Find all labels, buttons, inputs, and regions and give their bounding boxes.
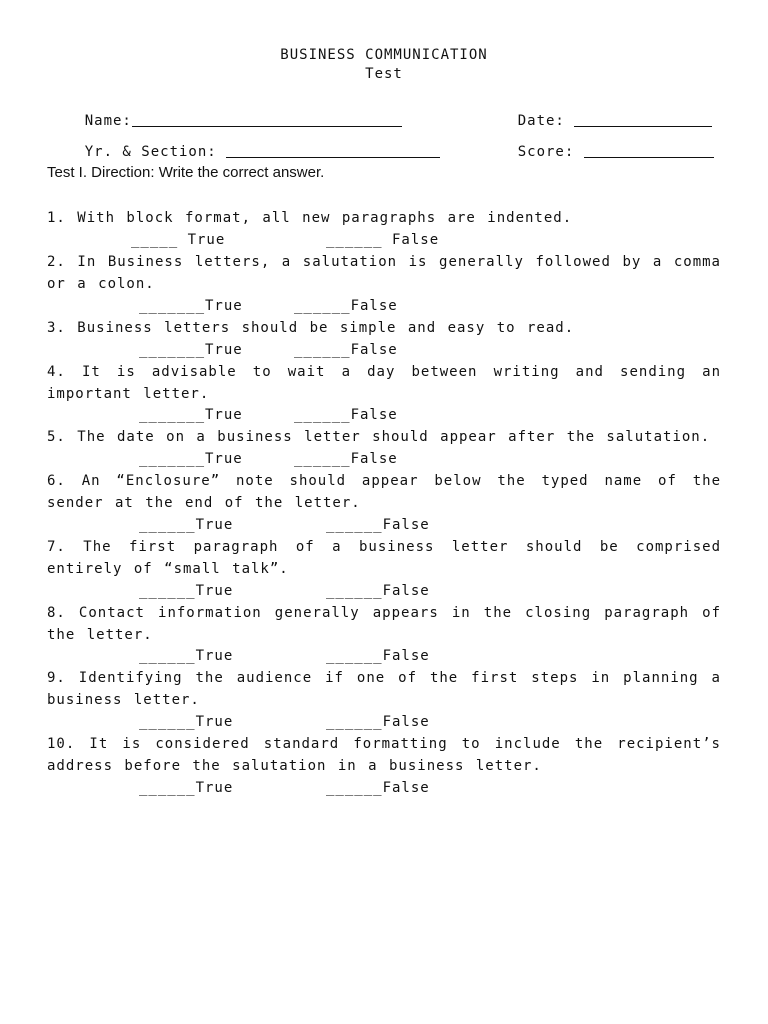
question-6-false[interactable]: ______False [326,517,430,533]
question-4: 4. It is advisable to wait a day between writing and sending an important letter. [47,364,721,402]
question-3: 3. Business letters should be simple and easy to read. [47,320,575,336]
question-5: 5. The date on a business letter should appear after the salutation. [47,429,711,445]
question-7-false[interactable]: ______False [326,583,430,599]
document-title: BUSINESS COMMUNICATION [280,47,488,63]
section-label: Yr. & Section: [84,144,217,160]
question-2: 2. In Business letters, a salutation is generally followed by a comma or a colon. [47,254,721,292]
question-7: 7. The first paragraph of a business letter should be comprised entirely of “small talk”. [47,539,721,577]
section-blank[interactable] [226,143,440,158]
question-7-true[interactable]: ______True [139,583,234,599]
question-3-false[interactable]: ______False [294,342,398,358]
question-6-true[interactable]: ______True [139,517,234,533]
question-9-true[interactable]: ______True [139,714,234,730]
question-5-false[interactable]: ______False [294,451,398,467]
score-field [480,125,714,179]
question-9: 9. Identifying the audience if one of the first steps in planning a business letter. [47,670,721,708]
question-1: 1. With block format, all new paragraphs are indented. [47,210,573,226]
question-4-true[interactable]: _______True [139,407,243,423]
question-3-true[interactable]: _______True [139,342,243,358]
question-8-false[interactable]: ______False [326,648,430,664]
question-1-false[interactable]: ______ False [326,232,440,248]
question-5-true[interactable]: _______True [139,451,243,467]
date-label: Date: [517,113,565,129]
name-label: Name: [84,113,132,129]
document-subtitle: Test [365,66,403,82]
question-10: 10. It is considered standard formatting to include the recipient’s address before the salutation in a business letter. [47,736,721,774]
question-4-false[interactable]: ______False [294,407,398,423]
question-8-true[interactable]: ______True [139,648,234,664]
score-blank[interactable] [584,143,714,158]
question-2-false[interactable]: ______False [294,298,398,314]
test-direction: Test I. Direction: Write the correct answer. [47,164,325,181]
question-1-true[interactable]: _____ True [131,232,226,248]
question-6: 6. An “Enclosure” note should appear below the typed name of the sender at the end of the letter. [47,473,721,511]
question-10-false[interactable]: ______False [326,780,430,796]
question-9-false[interactable]: ______False [326,714,430,730]
question-10-true[interactable]: ______True [139,780,234,796]
score-label: Score: [517,144,575,160]
question-8: 8. Contact information generally appears in the closing paragraph of the letter. [47,605,721,643]
question-2-true[interactable]: _______True [139,298,243,314]
